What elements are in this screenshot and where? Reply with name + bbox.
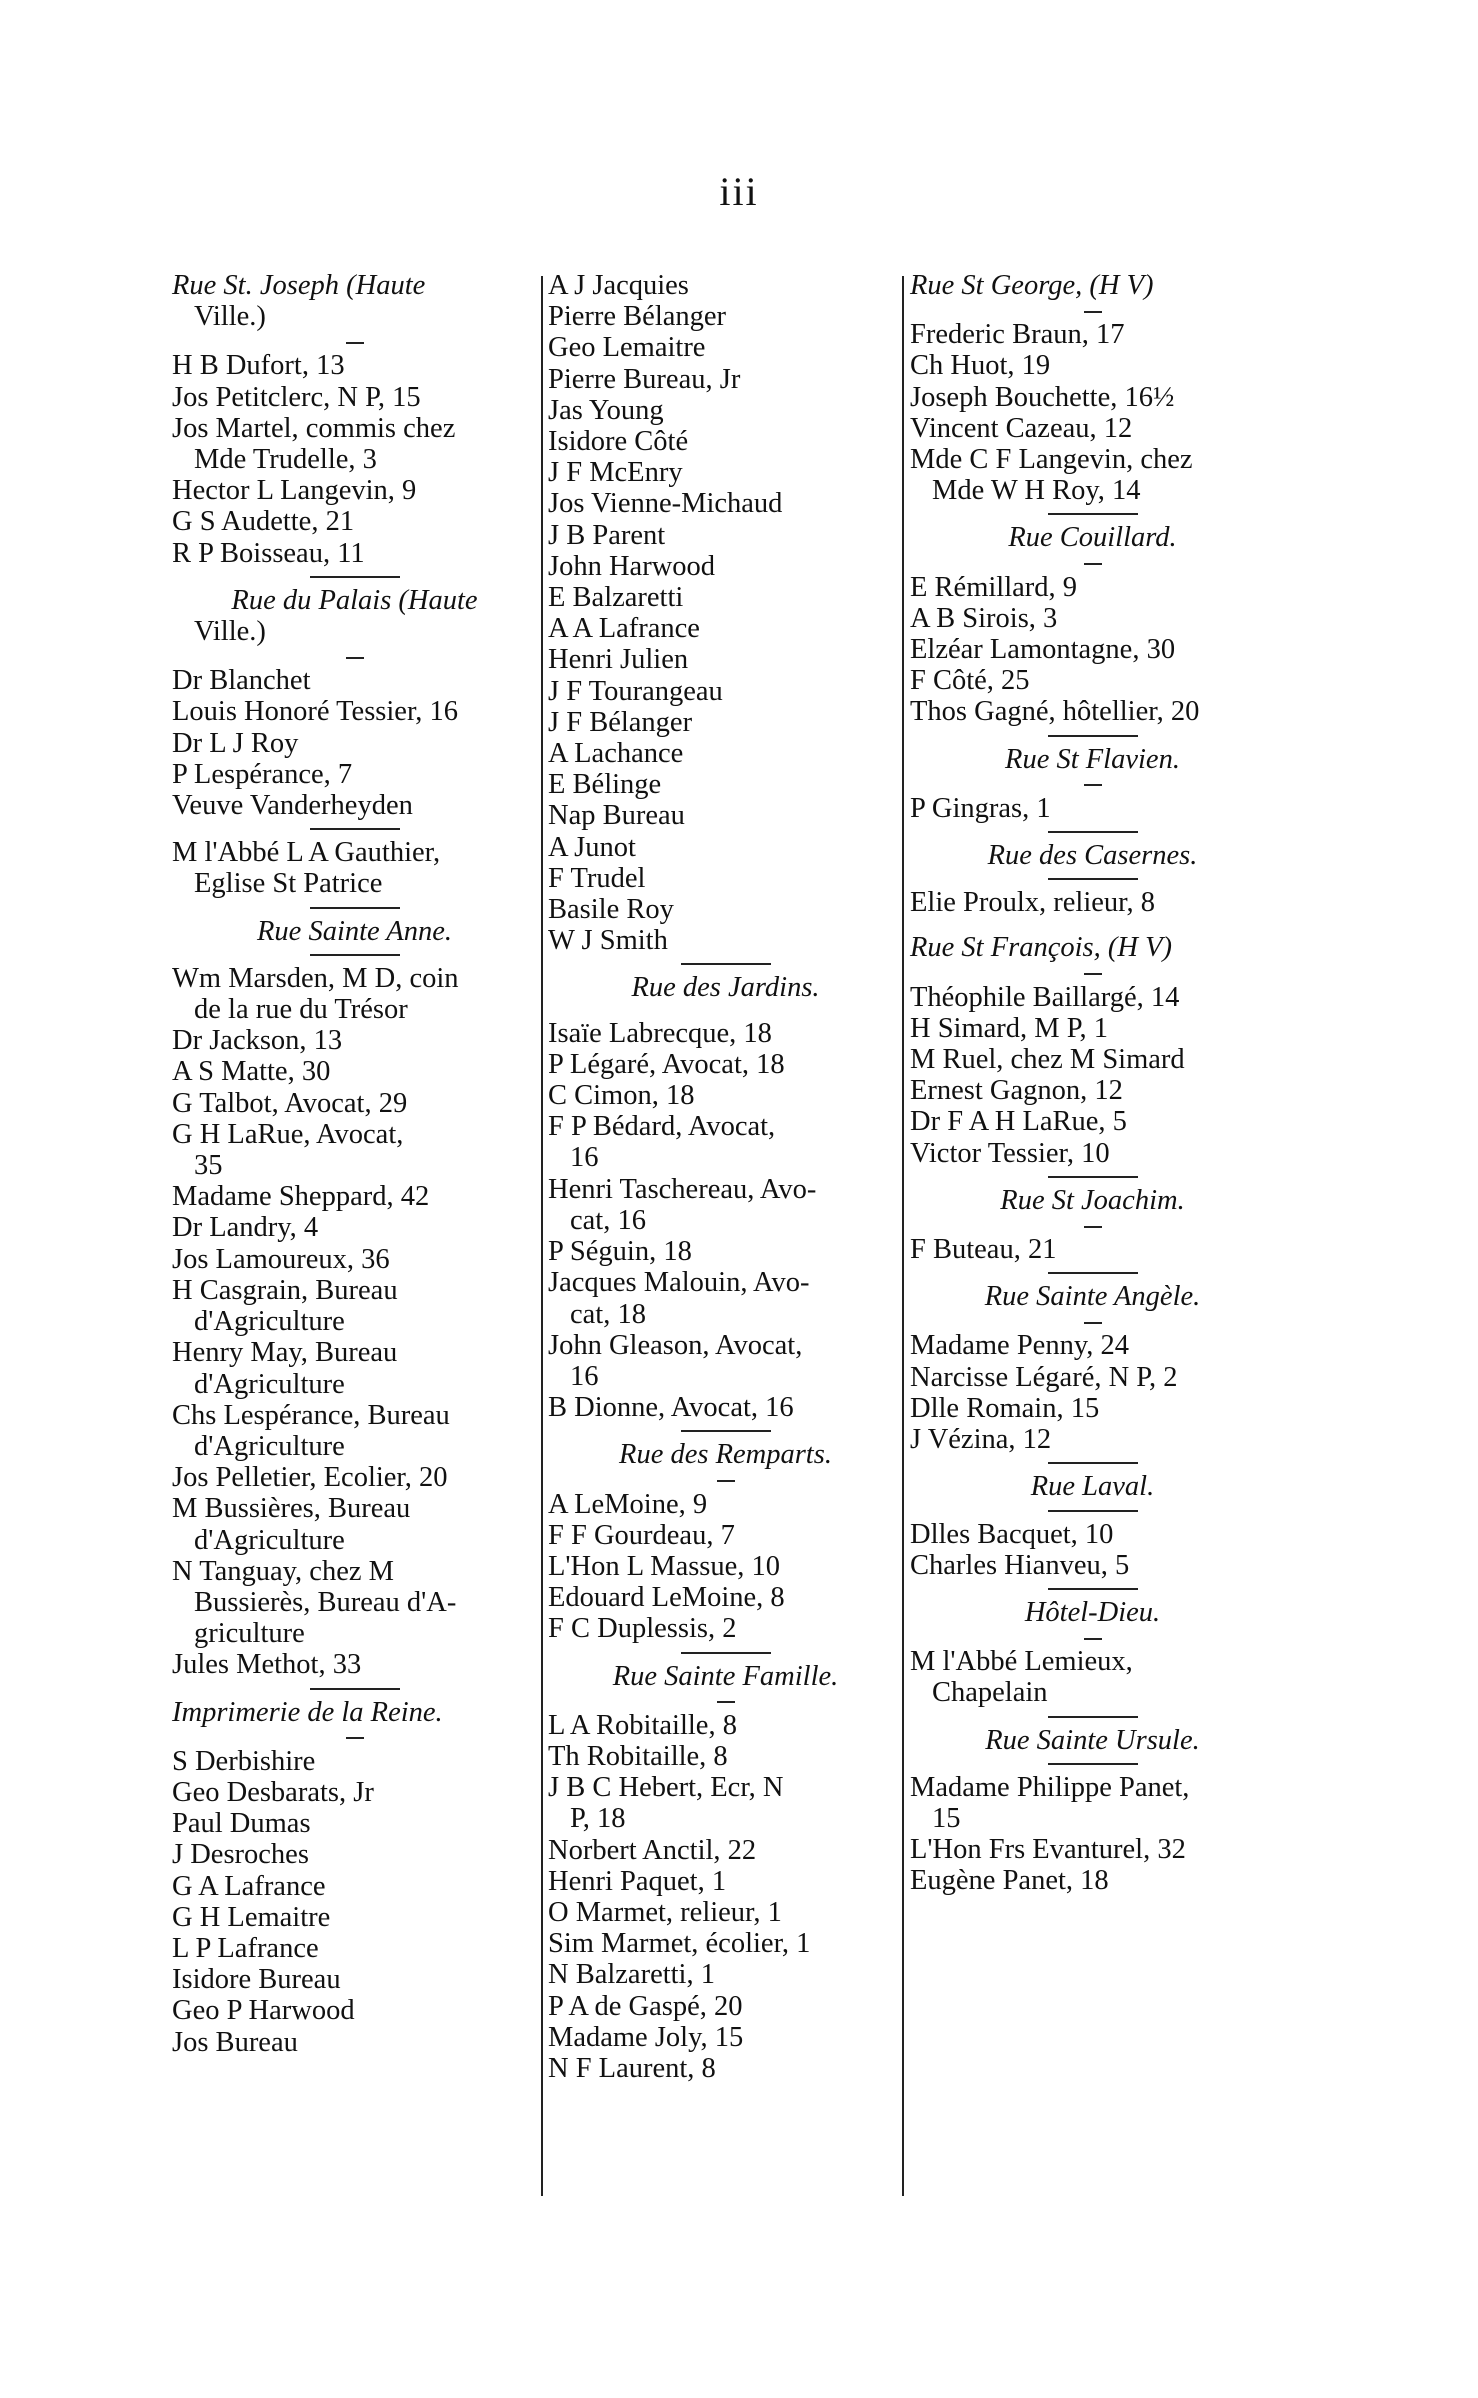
section-rule [910,871,1275,887]
directory-entry: Norbert Anctil, 22 [548,1834,757,1866]
directory-entry: A Lachance [548,738,684,770]
directory-entry: P Séguin, 18 [548,1236,692,1268]
directory-entry: F Buteau, 21 [910,1234,1057,1266]
directory-entry: Th Robitaille, 8 [548,1740,728,1772]
dash-separator [172,1728,537,1746]
directory-entry: N Tanguay, chez M [172,1555,394,1587]
section-rule [910,1169,1275,1185]
directory-entry: Isaïe Labrecque, 18 [548,1017,772,1049]
section-rule [172,821,537,837]
section-rule [172,900,537,916]
street-heading: Rue du Palais (Haute [231,584,478,616]
directory-entry-cont: d'Agriculture [194,1430,345,1462]
directory-entry: Isidore Côté [548,426,689,458]
section-heading: Imprimerie de la Reine. [172,1696,443,1728]
section-rule [910,1581,1275,1597]
street-heading: Rue Sainte Anne. [257,915,452,947]
directory-entry: Geo Desbarats, Jr [172,1776,374,1808]
section-rule [910,1503,1275,1519]
directory-entry: Mde C F Langevin, chez [910,444,1193,476]
directory-entry-cont: 35 [194,1150,223,1182]
dash-separator [172,647,537,665]
directory-entry-cont: Chapelain [932,1677,1048,1709]
directory-entry: H Casgrain, Bureau [172,1274,398,1306]
street-heading: Rue des Jardins. [631,972,820,1004]
section-rule [172,1681,537,1697]
directory-entry: Geo P Harwood [172,1995,355,2027]
directory-entry: H B Dufort, 13 [172,350,345,382]
street-heading: Rue des Remparts. [619,1439,832,1471]
directory-entry: L'Hon L Massue, 10 [548,1550,781,1582]
dash-separator [910,1628,1275,1646]
section-rule [910,506,1275,522]
directory-entry: E Bélinge [548,769,662,801]
dash-separator [548,1692,903,1710]
directory-entry: N Balzaretti, 1 [548,1959,715,1991]
directory-entry: Jos Bureau [172,2026,298,2058]
directory-entry: J F McEnry [548,457,683,489]
directory-entry-cont: cat, 18 [570,1298,646,1330]
directory-column-1 [172,270,537,2058]
directory-entry: Elzéar Lamontagne, 30 [910,634,1176,666]
directory-entry: Victor Tessier, 10 [910,1137,1110,1169]
directory-entry: M l'Abbé L A Gauthier, [172,837,441,869]
section-rule [910,1265,1275,1281]
directory-entry-cont: 16 [570,1142,599,1174]
directory-entry: B Dionne, Avocat, 16 [548,1392,794,1424]
dash-separator [548,1471,903,1489]
directory-entry: A B Sirois, 3 [910,602,1058,634]
directory-entry: Isidore Bureau [172,1964,341,1996]
directory-entry-cont: 15 [932,1802,961,1834]
directory-entry: Thos Gagné, hôtellier, 20 [910,696,1200,728]
directory-entry: L P Lafrance [172,1932,319,1964]
directory-entry: Vincent Cazeau, 12 [910,412,1133,444]
street-heading: Rue St George, (H V) [910,270,1154,301]
directory-entry: Jas Young [548,394,664,426]
directory-entry: Jos Martel, commis chez [172,412,456,444]
directory-entry: Sim Marmet, écolier, 1 [548,1928,811,1960]
directory-entry: John Harwood [548,550,716,582]
street-heading: Rue Sainte Ursule. [985,1724,1200,1756]
street-heading: Rue Laval. [1030,1471,1155,1503]
directory-entry: P A de Gaspé, 20 [548,1990,743,2022]
directory-entry-cont: P, 18 [570,1803,626,1835]
dash-separator [910,1312,1275,1330]
directory-entry: Dr Jackson, 13 [172,1025,343,1057]
directory-entry-cont: d'Agriculture [194,1524,345,1556]
directory-entry: A LeMoine, 9 [548,1488,708,1520]
directory-entry-cont: 16 [570,1360,599,1392]
directory-entry: A S Matte, 30 [172,1056,331,1088]
directory-entry: J B Parent [548,519,666,551]
directory-entry: Jos Petitclerc, N P, 15 [172,381,421,413]
directory-entry: G A Lafrance [172,1870,326,1902]
directory-entry: F F Gourdeau, 7 [548,1519,735,1551]
directory-entry: J Desroches [172,1839,309,1871]
directory-entry-cont: cat, 16 [570,1204,646,1236]
street-heading: Rue St Flavien. [1005,743,1180,775]
directory-entry: Jacques Malouin, Avo- [548,1267,810,1299]
directory-entry: Elie Proulx, relieur, 8 [910,887,1156,919]
directory-entry: F C Duplessis, 2 [548,1613,737,1645]
section-rule [548,956,903,972]
directory-entry: Dr Landry, 4 [172,1212,319,1244]
directory-entry: P Lespérance, 7 [172,758,353,790]
directory-entry: Henri Julien [548,644,689,676]
directory-entry: M Ruel, chez M Simard [910,1044,1185,1076]
directory-entry: N F Laurent, 8 [548,2052,716,2084]
directory-entry: Narcisse Légaré, N P, 2 [910,1361,1178,1393]
directory-entry: Wm Marsden, M D, coin [172,962,459,994]
directory-entry: W J Smith [548,925,668,957]
directory-entry: Joseph Bouchette, 16½ [910,381,1175,413]
directory-entry-cont: de la rue du Trésor [194,994,408,1026]
directory-entry: Ernest Gagnon, 12 [910,1075,1123,1107]
directory-entry: G H LaRue, Avocat, [172,1118,404,1150]
directory-entry: Dlle Romain, 15 [910,1392,1100,1424]
street-heading: Rue St Joachim. [1000,1184,1185,1216]
dash-separator [910,775,1275,793]
column-divider [541,276,543,2196]
directory-entry: A Junot [548,831,636,863]
directory-entry: Jos Vienne-Michaud [548,488,783,520]
section-rule [910,728,1275,744]
section-heading: Hôtel-Dieu. [1024,1596,1161,1628]
directory-entry: Nap Bureau [548,800,685,832]
directory-entry: J F Bélanger [548,706,693,738]
street-heading: Rue St François, (H V) [910,932,1172,964]
section-rule [910,1455,1275,1471]
directory-entry: R P Boisseau, 11 [172,537,365,569]
section-rule [172,947,537,963]
directory-entry: Eugène Panet, 18 [910,1865,1109,1897]
directory-entry-cont: d'Agriculture [194,1368,345,1400]
directory-entry: S Derbishire [172,1745,316,1777]
street-heading-cont: Ville.) [194,301,266,333]
directory-entry: G Talbot, Avocat, 29 [172,1087,408,1119]
directory-entry: F Côté, 25 [910,665,1030,697]
directory-entry-cont: Bussierès, Bureau d'A- [194,1586,457,1618]
street-heading: Rue Sainte Famille. [612,1660,839,1692]
directory-entry: A J Jacquies [548,270,689,301]
directory-entry-cont: Mde Trudelle, 3 [194,444,377,476]
directory-entry: Charles Hianveu, 5 [910,1549,1130,1581]
directory-entry: Paul Dumas [172,1808,311,1840]
directory-entry: M l'Abbé Lemieux, [910,1646,1133,1678]
directory-entry: E Rémillard, 9 [910,571,1078,603]
directory-entry: Pierre Bureau, Jr [548,363,741,395]
dash-separator [910,1216,1275,1234]
directory-entry-cont: d'Agriculture [194,1306,345,1338]
directory-entry: G S Audette, 21 [172,506,355,538]
directory-entry: Henri Taschereau, Avo- [548,1173,817,1205]
directory-column-2 [548,270,903,2084]
street-heading: Rue Couillard. [1008,522,1177,554]
directory-entry: L'Hon Frs Evanturel, 32 [910,1834,1186,1866]
directory-entry: Veuve Vanderheyden [172,790,413,822]
directory-entry: Dr Blanchet [172,665,311,697]
directory-entry: Madame Philippe Panet, [910,1771,1190,1803]
page-number: iii [719,169,759,214]
directory-entry: Madame Joly, 15 [548,2021,744,2053]
street-heading-cont: Ville.) [194,616,266,648]
directory-entry: Théophile Baillargé, 14 [910,981,1180,1013]
street-heading: Rue Sainte Angèle. [984,1281,1201,1313]
dash-separator [910,554,1275,572]
directory-entry: Louis Honoré Tessier, 16 [172,696,459,728]
directory-entry: Frederic Braun, 17 [910,319,1125,351]
street-heading: Rue St. Joseph (Haute [172,270,426,301]
section-rule [548,1423,903,1439]
directory-entry: O Marmet, relieur, 1 [548,1896,782,1928]
directory-entry: John Gleason, Avocat, [548,1329,803,1361]
directory-entry: P Légaré, Avocat, 18 [548,1048,785,1080]
dash-separator [910,964,1275,982]
directory-entry: Pierre Bélanger [548,301,727,333]
directory-entry: G H Lemaitre [172,1901,331,1933]
section-rule [172,569,537,585]
directory-entry-cont: Mde W H Roy, 14 [932,475,1141,507]
directory-entry: C Cimon, 18 [548,1080,695,1112]
directory-entry: Edouard LeMoine, 8 [548,1582,785,1614]
directory-entry: Dr L J Roy [172,727,299,759]
directory-entry: Henri Paquet, 1 [548,1865,727,1897]
directory-entry: Ch Huot, 19 [910,350,1051,382]
directory-entry: J B C Hebert, Ecr, N [548,1772,784,1804]
directory-entry: Hector L Langevin, 9 [172,475,417,507]
directory-entry: H Simard, M P, 1 [910,1012,1108,1044]
directory-entry: Madame Sheppard, 42 [172,1181,430,1213]
directory-entry: Jules Methot, 33 [172,1649,362,1681]
directory-entry: Dlles Bacquet, 10 [910,1518,1114,1550]
directory-column-3 [910,270,1275,1897]
directory-entry: J F Tourangeau [548,675,723,707]
directory-entry: Jos Pelletier, Ecolier, 20 [172,1462,448,1494]
section-rule [910,1709,1275,1725]
directory-entry: E Balzaretti [548,582,684,614]
directory-entry: Chs Lespérance, Bureau [172,1399,450,1431]
directory-entry: Henry May, Bureau [172,1337,398,1369]
dash-separator [910,301,1275,319]
dash-separator [172,332,537,350]
directory-entry: F P Bédard, Avocat, [548,1111,776,1143]
directory-entry: J Vézina, 12 [910,1424,1052,1456]
directory-entry: M Bussières, Bureau [172,1493,411,1525]
directory-entry: L A Robitaille, 8 [548,1709,737,1741]
directory-entry-cont: griculture [194,1618,305,1650]
section-rule [910,1756,1275,1772]
directory-entry: Jos Lamoureux, 36 [172,1243,390,1275]
directory-entry: Madame Penny, 24 [910,1330,1129,1362]
directory-entry-cont: Eglise St Patrice [194,868,383,900]
section-rule [910,824,1275,840]
directory-entry: Basile Roy [548,894,674,926]
directory-entry: F Trudel [548,862,646,894]
directory-entry: A A Lafrance [548,613,700,645]
directory-entry: P Gingras, 1 [910,792,1051,824]
street-heading: Rue des Casernes. [987,840,1198,872]
directory-entry: Dr F A H LaRue, 5 [910,1106,1127,1138]
section-rule [548,1645,903,1661]
directory-entry: Geo Lemaitre [548,332,706,364]
